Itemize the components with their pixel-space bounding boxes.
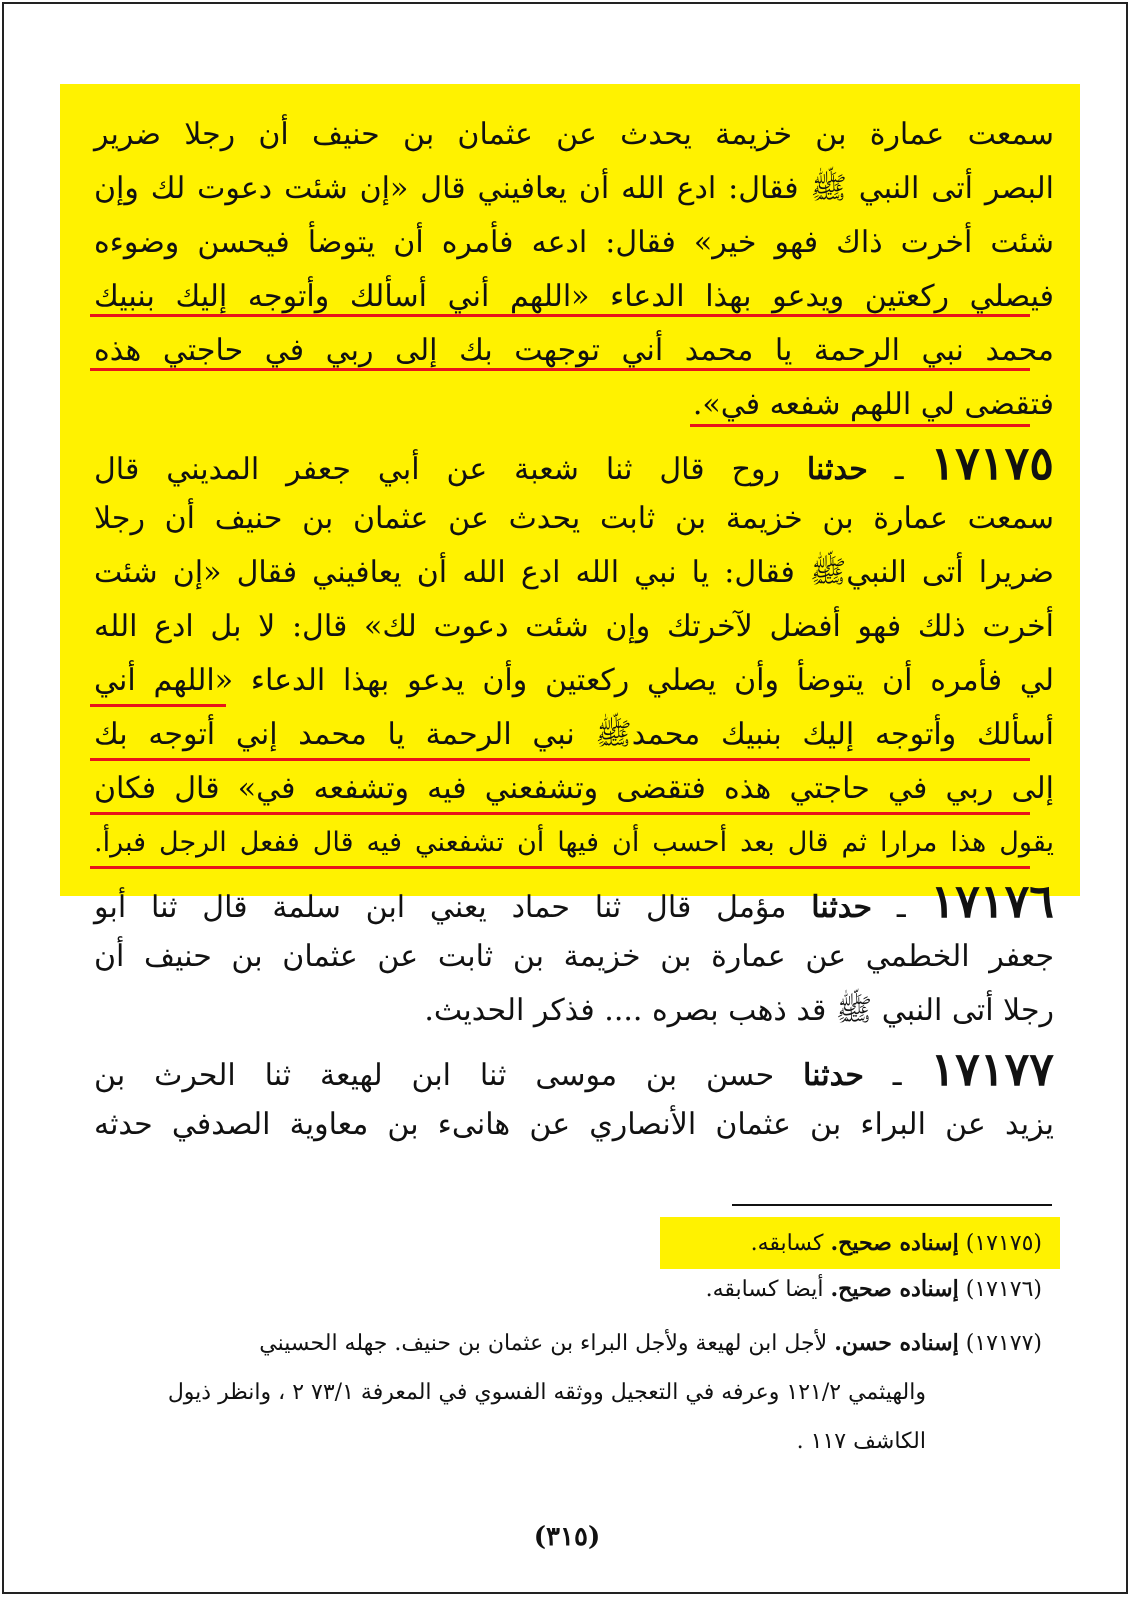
text-line: رجلا أتى النبي ﷺ قد ذهب بصره .... فذكر الحديث.	[424, 993, 1054, 1028]
text-line: سمعت عمارة بن خزيمة يحدث عن عثمان بن حنيف أن رجلا ضرير	[94, 117, 1054, 152]
text-line: يزيد عن البراء بن عثمان الأنصاري عن هانىء بن معاوية الصدفي حدثه	[94, 1107, 1054, 1142]
text-line: يقول هذا مرارا ثم قال بعد أحسب أن فيها أن تشفعني فيه قال ففعل الرجل فبرأ.	[94, 827, 1054, 858]
text-line: محمد نبي الرحمة يا محمد أني توجهت بك إلى ربي في حاجتي هذه	[94, 333, 1054, 368]
footnote-separator	[732, 1204, 1052, 1206]
text-line: ضريرا أتى النبيﷺ فقال: يا نبي الله ادع الله أن يعافيني فقال «إن شئت	[94, 555, 1054, 590]
text-line: لي فأمره أن يتوضأ وأن يصلي ركعتين وأن يدعو بهذا الدعاء «اللهم أني	[94, 663, 1054, 698]
hadith-heading-17175: ١٧١٧٥ ـ حدثنا روح قال ثنا شعبة عن أبي جعفر المديني قال	[94, 436, 1054, 490]
red-underline	[90, 314, 1030, 317]
red-underline	[90, 704, 226, 707]
red-underline	[90, 368, 1030, 371]
red-underline	[90, 758, 1030, 761]
text-line: فتقضى لي اللهم شفعه في».	[692, 387, 1054, 422]
text-line: شئت أخرت ذاك فهو خير» فقال: ادعه فأمره أن يتوضأ فيحسن وضوءه	[94, 225, 1054, 260]
text-line: سمعت عمارة بن خزيمة بن ثابت يحدث عن عثمان بن حنيف أن رجلا	[94, 501, 1054, 536]
text-line: إلى ربي في حاجتي هذه فتقضى وتشفعني فيه وتشفعه في» قال فكان	[94, 771, 1054, 806]
footnote-17176: (١٧١٧٦) إسناده صحيح. أيضا كسابقه.	[705, 1276, 1042, 1302]
footnote-17175: (١٧١٧٥) إسناده صحيح. كسابقه.	[750, 1230, 1042, 1256]
red-underline	[90, 812, 1030, 815]
hadith-keyword: حدثنا	[803, 1058, 864, 1093]
hadith-number: ١٧١٧٥	[930, 436, 1054, 490]
footnote-continuation: والهيثمي ١٢١/٢ وعرفه في التعجيل ووثقه الفسوي في المعرفة ٧٣/١ ٢ ، وانظر ذيول	[167, 1380, 926, 1405]
red-underline	[90, 866, 1030, 869]
text-line: أخرت ذلك فهو أفضل لآخرتك وإن شئت دعوت لك» قال: لا بل ادع الله	[94, 609, 1054, 644]
hadith-keyword: حدثنا	[811, 890, 873, 925]
hadith-heading-17176: ١٧١٧٦ ـ حدثنا مؤمل قال ثنا حماد يعني ابن سلمة قال ثنا أبو	[94, 874, 1054, 928]
hadith-number: ١٧١٧٦	[930, 874, 1054, 928]
hadith-heading-17177: ١٧١٧٧ ـ حدثنا حسن بن موسى ثنا ابن لهيعة ثنا الحرث بن	[94, 1042, 1054, 1096]
page-number: (٣١٥)	[533, 1522, 601, 1552]
text-line: أسألك وأتوجه إليك بنبيك محمدﷺ نبي الرحمة يا محمد إني أتوجه بك	[94, 717, 1054, 752]
footnote-continuation: الكاشف ١١٧ .	[796, 1429, 926, 1454]
book-page	[2, 2, 1128, 1594]
hadith-keyword: حدثنا	[806, 452, 868, 487]
text-line: البصر أتى النبي ﷺ فقال: ادع الله أن يعافيني قال «إن شئت دعوت لك وإن	[94, 171, 1054, 206]
footnote-17177: (١٧١٧٧) إسناده حسن. لأجل ابن لهيعة ولأجل البراء بن عثمان بن حنيف. جهله الحسيني	[259, 1330, 1042, 1356]
text-line: فيصلي ركعتين ويدعو بهذا الدعاء «اللهم أني أسألك وأتوجه إليك بنبيك	[94, 279, 1054, 314]
hadith-number: ١٧١٧٧	[930, 1042, 1054, 1096]
red-underline	[690, 424, 1030, 427]
text-line: جعفر الخطمي عن عمارة بن خزيمة بن ثابت عن عثمان بن حنيف أن	[94, 939, 1054, 974]
